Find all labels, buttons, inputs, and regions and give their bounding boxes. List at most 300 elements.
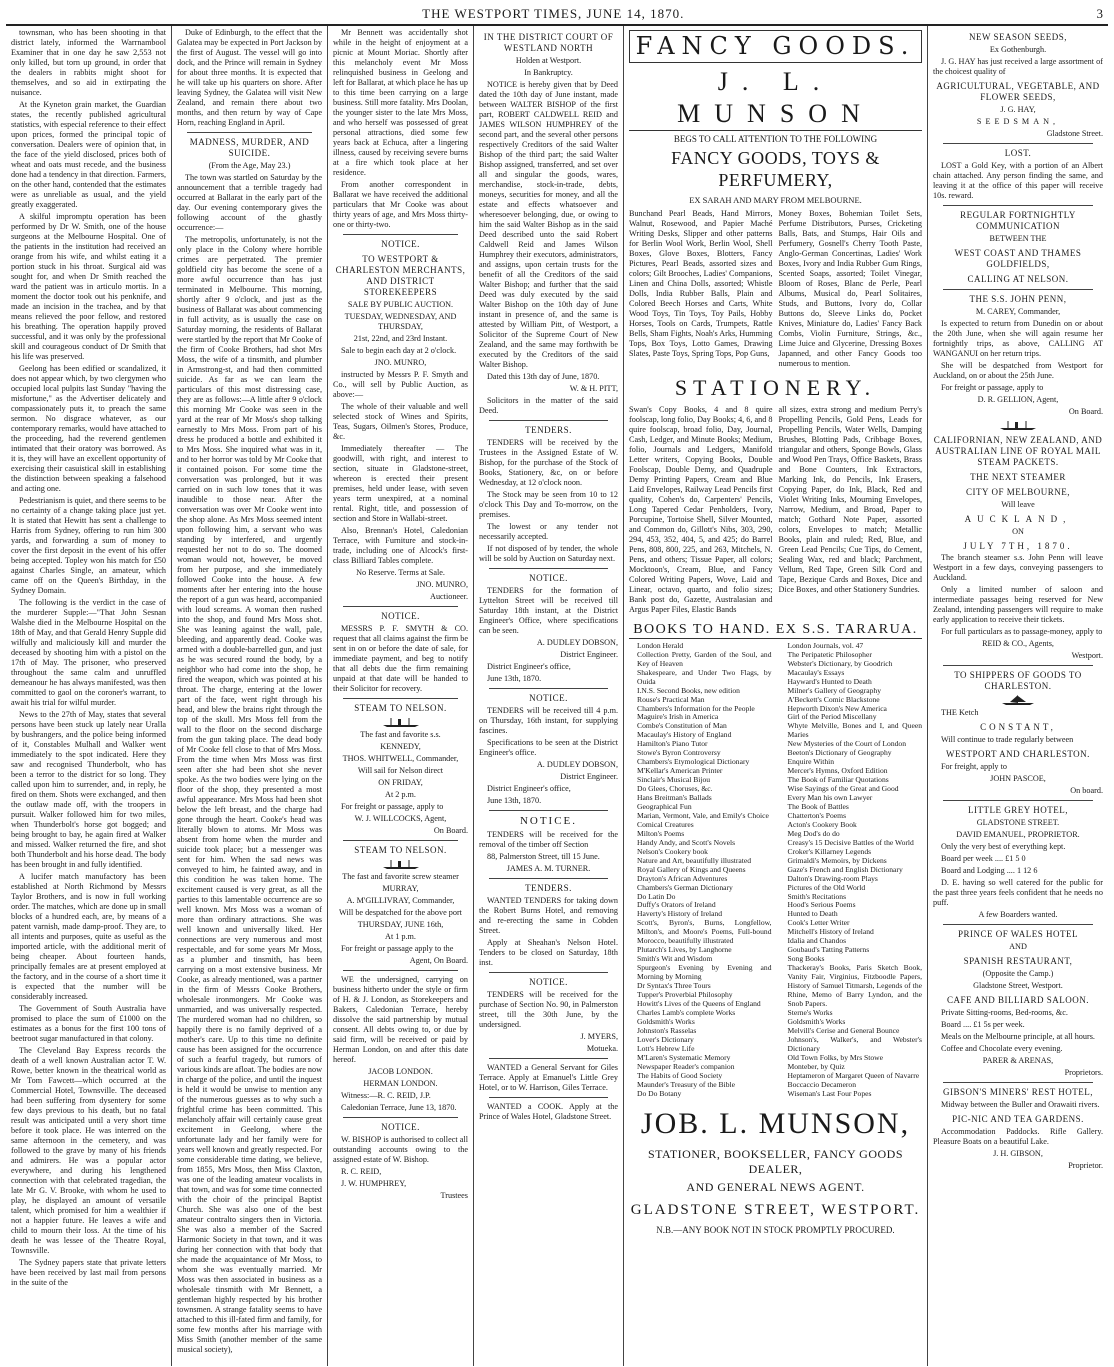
book-title: Melvill's Cerise and General Bounce: [787, 1025, 900, 1035]
book-title: Gaze's French and English Dictionary: [787, 864, 903, 874]
book-title: Goldsmith's Works: [787, 1016, 846, 1026]
ad-line: District Engineer's office,: [487, 661, 571, 671]
masthead-title: THE WESTPORT TIMES, JUNE 14, 1870.: [422, 6, 685, 21]
ad-line: She will be despatched from Westport for Auckland, on or about the 25th June.: [933, 360, 1103, 380]
book-title: Stowe's Byron Controversy: [637, 748, 721, 758]
book-title: M'Laren's Systematic Memory: [637, 1052, 731, 1062]
book-title: Every Man his own Lawyer: [787, 793, 873, 803]
ad-line: Witness:—R. C. REID, J.P.: [341, 1090, 431, 1100]
sailing-ship-icon: [998, 694, 1038, 706]
book-title: Johnston's Rasselas: [637, 1025, 697, 1035]
court-heading: IN THE DISTRICT COURT OF WESTLAND NORTH: [483, 32, 614, 53]
stationery-list: [629, 405, 922, 615]
article-paragraph: The Cleveland Bay Express records the death of a well known Australian actor T. W. Rowe, better known in the theatrical world as Mr Tom Fawcett—which occurred at the Commercial Hotel, Townsville. The deceased had been suffering from dysentery for some few days previous to his death, but no fatal result was anticipated until a very short time before it took place. He was interred on the same afternoon in the cemetery, and was followed to the grave by many of his friends and admirers. He was a popular actor everywhere, and during his lengthened connection with that celebrated tragedian, the late Mr G. V. Brooke, with whom he used to play, he displayed an amount of versatile talent, which promised for him a wealthier if not a happier future. He leaves a wife and child to mourn their loss. At the time of his death he was lessee of the Theatre Royal, Townsville.: [11, 1046, 166, 1255]
divider: [343, 234, 458, 235]
book-title: Haverty's History of Ireland: [637, 909, 723, 919]
ship-name: CONSTANT,: [980, 722, 1056, 733]
ad-line: Will be despatched for the above port: [339, 907, 462, 917]
ad-role: On board.: [1070, 786, 1103, 796]
tender-body: 88, Palmerston Street, till 15 June.: [487, 852, 600, 862]
ad-line: The fast and favorite s.s.: [360, 729, 441, 739]
begs-line: BEGS TO CALL ATTENTION TO THE FOLLOWING: [673, 133, 878, 144]
book-title: Webster's Dictionary, by Goodrich: [787, 658, 893, 668]
books-list-left: [629, 642, 772, 1099]
wanted-ad: WANTED a General Servant for Giles Terrace. Apply at Emanuel's Little Grey Hotel, or to W. Harrison, Giles Terrace.: [479, 1063, 618, 1093]
divider: [943, 143, 1093, 144]
book-title: Do Do Botany: [637, 1088, 682, 1098]
book-title: Chambers's Etymological Dictionary: [637, 757, 750, 767]
book-title: Chambers's Information for the People: [637, 703, 755, 713]
ad-heading: CALIFORNIAN, NEW ZEALAND, AND AUSTRALIAN LINE OF ROYAL MAIL STEAM PACKETS.: [933, 434, 1103, 467]
book-title: Sinclair's Musical Bijou: [637, 775, 711, 785]
divider: [489, 810, 608, 811]
article-source: (From the Age, May 23.): [208, 160, 291, 170]
column-5-munson-ad: [624, 26, 928, 1366]
ad-sign: J. W. HUMPHREY,: [341, 1178, 407, 1188]
book-title: Geographical Fun: [637, 802, 692, 811]
article-paragraph: The metropolis, unfortunately, is not the only place in the Colony where horrible crimes are perpetrated. The premier goldfield city has become the scene of a more awful occurrence than has just terminated in Melbourne. This morning, shortly after 9 o'clock, and just as the business of Ballarat was about commencing in full activity, as is usually the case on Saturday morning, the residents of Ballarat were startled by the report that Mr Cooke of the firm of Cooke Brothers, had shot Mrs Moss, the wife of a tinsmith, and plumber in Armstrong-st, and had then committed suicide. As far as we can learn the particulars of this most distressing case, they are as follows:—A little after 9 o'clock this morning Mr Cooke was seen in the yard at the rear of Mr Moss's shop talking earnestly to Mrs Moss. From part of his dress he produced a bottle and exhibited it to Mrs Moss. She inquired what was in it, and to her horror was told by Mr Cooke that it contained poison. For some time the conversation was prolonged, but it was carried on in such low tones that it was inaudible to those near. After the conversation was over Mr Cooke went into the shop alone. As Mrs Moss seemed intent upon following him, a servant who was standing by interfered, and urgently requested her not to do so. The doomed woman would not, however, be moved from her purpose, and she immediately followed Cooke into the house. A few moments after her entering into the house the report of a gun was heard, accompanied with loud screams. A woman then rushed into the shop, and found Mrs Moss shot. She was leaning against the wall, pale, bleeding, and apparently dead. Cooke was armed with a double-barrelled gun, and just as he was secured round the body, by a neighbor who had come into the shop, he fired the weapon, which was pointed at his throat. The charge, entering at the lower part of the face, went right through his head, and blew the brains right through the top of the skull. Mrs Moss fell from the wall to the floor on the second discharge from the gun taking place. The dead body of Mr Cooke fell close to that of Mrs Moss. From the time when Mrs Moss was first seen after she had been shot she never spoke. As the two bodies were lying on the floor of the shop, they presented a most awful appearance. Mrs Moss had been shot below the left breast, and the charge had gone through the heart. Cooke's head was literally blown to atoms. Mr Moss was absent from home when the murder and suicide took place; but a messenger was sent for him. When the sad news was conveyed to him, he fainted away, and in this condition he was taken home. The excitement caused is very great, as all the parties to this lamentable occurrence are so well known. Mrs Moss was a woman of more than ordinary attractions. She was well known and universally liked. Her connections are very numerous and most respectable, and for some years Mr Moss, as a plumber and tinsmith, has been carrying on a most extensive business. Mr Cooke, as already mentioned, was a partner in the firm of Messrs Cooke Brothers, wholesale ironmongers. Mr Cooke was unmarried, and was universally respected. The murdered woman had no children, so happily there is no family deprived of a mother's care. Up to this time no definite cause has been assigned for the occurrence of such a fearful tragedy, but rumors of various kinds are afloat. The bodies are now in charge of the police, and until the inquest is held it would be unwise to mention any of the numerous guesses as to why such a frightful crime has been committed. This melancholy affair will certainly cause great excitement in Geelong, where the unfortunate lady and her family were for years well known and greatly respected. For some considerable time dating, we believe, from 1855, Mrs Moss, then Miss Claxton, was one of the leading amateur vocalists in that town, and was for some time connected with the choir of the principal Baptist Church. She was also one of the best amateur contralto singers then in Victoria. She was also a member of the Sacred Harmonic Society in that town, and it was during her connection with that body that she made the acquaintance of Mr Moss, to whom she was eventually married. Mr Moss was then associated in business as a wholesale tinsmith with Mr Bennett, a gentleman highly respected by his brother townsmen. A strange fatality seems to have attached to this ill-fated firm and family, for some few months after his marriage with Miss Smith (another member of the same musical society),: [177, 234, 322, 1354]
ad-line: Coffee and Chocolate every evening.: [941, 1044, 1063, 1054]
fancy-goods-list: [629, 209, 922, 369]
ad-heading: REGULAR FORTNIGHTLY COMMUNICATION: [960, 209, 1076, 231]
ad-sign: JOHN PASCOE,: [990, 774, 1046, 784]
ship-name: CITY OF MELBOURNE,: [966, 486, 1070, 497]
book-title: Handy Andy, and Scott's Novels: [637, 837, 736, 847]
article-paragraph: The Sydney papers state that private letters have been received by last mail from persons in the suite of the: [11, 1258, 166, 1287]
notice-heading: NOTICE.: [529, 692, 568, 703]
fancy-goods-left: Bunchand Pearl Beads, Hand Mirrors, Walnut, Rosewood, and Papier Maché Writing Desks, Slipper and other patterns for Berlin Wool Work, Berlin Wool, Shell Boxes, Glove Boxes, Blotters, Fancy Pictures, Pearl Beads, assorted sizes and colors; Gilt Brooches, Ladies' Companions, Linen and China Dolls, assorted; Whistle Dolls, India Rubber Balls, Plain and Colored Beech Horses and Carts, White Wood Toys, Tin Toys, Toy Pails, Hobby Horses, Tools on Cards, Trumpets, Rattle Bells, Sham Fights, Noah's Arks, Humming Tops, Box Toys, Lotto Games, Drawing Slates, Paste Toys, Spring Tops, Pop Guns,: [629, 208, 773, 358]
tender-body: Apply at Sheahan's Nelson Hotel. Tenders to be closed on Saturday, 18th inst.: [479, 938, 618, 968]
job-munson-title: JOB. L. MUNSON,: [640, 1107, 911, 1141]
divider: [943, 924, 1093, 925]
book-title: Mercer's Hymns, Oxford Edition: [787, 766, 888, 776]
article-headline: MADNESS, MURDER, AND SUICIDE.: [189, 137, 310, 158]
book-title: The Book of Battles: [787, 802, 849, 811]
ex-ship-line: EX SARAH AND MARY FROM MELBOURNE.: [689, 194, 862, 205]
ad-line: AND: [1009, 942, 1027, 952]
article-paragraph: The following is the verdict in the case of the murderer Supple:—"That John Sesnan Walshe died in the Melbourne Hospital on the 18th of May, and that Gerald Henry Supple did wilfully and maliciously kill and murder the deceased by shooting him with a pistol on the 17th of May. The prisoner, who preserved throughout the same calm and unruffled demeanour he has always manifested, was then committed to gaol on the coroner's warrant, to await his trial for wilful murder.: [11, 598, 166, 707]
book-title: Song Books: [787, 954, 825, 964]
ad-line: Caledonian Terrace, June 13, 1870.: [341, 1102, 457, 1112]
tender-body: WANTED TENDERS for taking down the Robert Burns Hotel, and removing and re-erecting the same in Cobden Street.: [479, 896, 618, 936]
ad-heading: SPANISH RESTAURANT,: [963, 956, 1073, 967]
ad-line: MESSRS P. F. SMYTH & CO. request that all claims against the firm be sent in on or before the date of sale, for immediate payment, and beg to notify that all debts due the firm remaining unpaid at that date will be handed to their Solicitor for recovery.: [333, 623, 468, 693]
ad-line: THOS. WHITWELL, Commander,: [342, 753, 459, 763]
tender-body: Specifications to be seen at the District Engineer's office.: [479, 737, 618, 757]
book-title: Johnson's, Walker's, and Webster's Dictionary: [787, 1034, 922, 1053]
ad-line: Sale to begin each day at 2 o'clock.: [341, 345, 457, 355]
ad-line: No Reserve. Terms at Sale.: [356, 567, 445, 577]
stationery-title: STATIONERY.: [674, 374, 877, 400]
ad-line: In Bankruptcy.: [524, 67, 573, 77]
stationery-right: all sizes, extra strong and medium Perry's Propelling Pencils, Gold Pens, Leads for Propelling Pencils, Water Wells, Damping Brushes, Blotting Pads, Cribbage Boxes, triangular and others, Sponge Bowls, Glass and Wood Pen Trays, Office Baskets, Brass and Bone Counters, Ink Extractors, Marking Ink, do Pencils, Ink Erasers, Copying Paper, do Ink, Black, Red and Violet Writing Inks, Mourning Envelopes, Narrow, Medium, and Broad, Paper to match; Gothard Note Paper, assorted colors, Envelopes to match; Metallic Books, plain and ruled; Red, Blue, and Green Lead Pencils; Cue Tips, do Cement, Sealing Wax, red and black; Parchment, Vellum, Red Tape, Green Silk Cord and Tape, Bezique Cards and Boxes, Dice and Dice Boxes, and other Stationery Sundries.: [778, 404, 922, 594]
ad-line: The branch steamer s.s. John Penn will leave Westport in a few days, conveying passengers to Auckland.: [933, 553, 1103, 583]
book-title: Lover's Dictionary: [637, 1034, 694, 1044]
ad-role: SEEDSMAN,: [976, 116, 1060, 126]
book-title: Enquire Within: [787, 757, 835, 767]
ad-role: Westport.: [1071, 651, 1103, 661]
book-title: Charles Lamb's complete Works: [637, 1007, 736, 1017]
ad-line: Only a limited number of saloon and intermediate passages being reserved for New Zealand, intending passengers will require to make early application to receive their tickets.: [933, 585, 1103, 625]
ad-line: SALE BY PUBLIC AUCTION.: [347, 299, 454, 309]
book-title: Hans Breitman's Ballads: [637, 793, 712, 803]
ad-line: June 13th, 1870.: [487, 795, 542, 805]
ad-line: For freight, apply to: [941, 762, 1007, 772]
ad-heading: TO WESTPORT & CHARLESTON MERCHANTS, AND DISTRICT STOREKEEPERS: [335, 253, 466, 297]
divider: [489, 420, 608, 421]
ad-line: For full particulars as to passage-money, apply to: [941, 627, 1103, 637]
notice-heading: NOTICE.: [529, 572, 568, 583]
masthead: [6, 6, 1108, 26]
tender-body: TENDERS will be received for the removal of the timber off Section: [479, 830, 618, 850]
ad-sign: R. C. REID,: [341, 1166, 382, 1176]
book-title: Hood's Serious Poems: [787, 900, 856, 910]
divider: [343, 1117, 458, 1118]
book-title: Old Town Folks, by Mrs Stowe: [787, 1052, 884, 1062]
book-title: The Book of Familiar Quotations: [787, 775, 889, 785]
ad-heading: THE NEXT STEAMER: [970, 471, 1066, 482]
divider: [343, 840, 458, 841]
books-list-right: [780, 642, 923, 1099]
ad-line: For freight or passage apply to the: [341, 943, 454, 953]
book-title: London Journals, vol. 47: [787, 640, 864, 650]
notice-body: NOTICE is hereby given that by Deed dated the 10th day of June instant, made between WALTER BISHOP of the first part, ROBERT CALDWELL REID and JAMES WILSON HUMPHREY of the second part, and the several other persons respectively Creditors of the said Walter Bishop of the third part; the said Walter Bishop assigned, transferred, and set over all and singular the goods, wares, merchandise, stock-in-trade, debts, moneys, securities for money, and all the estate and effects whatsoever and wheresoever belonging, due, or owing to him the said Walter Bishop as in the said Deed described unto the said Robert Caldwell Reid and James Wilson Humphrey their executors, administrators, and assigns, upon certain trusts for the benefit of all the Creditors of the said Walter Bishop; and further that the said Deed was duly executed by the said Walter Bishop on the 10th day of June instant in presence of, and the same is attested by William Pitt, of Westport, a Solicitor of the Supreme Court of New Zealand, and the same may forthwith be executed by the Creditors of the said Walter Bishop.: [479, 79, 618, 369]
ad-line: A few Boarders wanted.: [978, 910, 1058, 920]
destination: AUCKLAND,: [964, 513, 1072, 524]
ad-sign: A. DUDLEY DOBSON,: [536, 759, 618, 769]
ad-line: TUESDAY, WEDNESDAY, AND THURSDAY,: [344, 311, 457, 331]
tender-body: TENDERS will be received by the Trustees in the Assigned Estate of W. Bishop, for the purchase of the Stock of Books, Stationery, &c, on or before Wednesday, at 12 o'clock noon.: [479, 437, 618, 487]
article-paragraph: The town was startled on Saturday by the announcement that a terrible tragedy had occurred at Ballarat in the early part of the day. Our evening contemporary gives the following account of the ghastly occurrence:—: [177, 172, 322, 232]
ad-heading: AGRICULTURAL, VEGETABLE, AND FLOWER SEEDS,: [936, 80, 1100, 102]
tender-body: TENDERS will be received for the purchase of Section No. 90, in Palmerston street, till the 30th June, by the undersigned.: [479, 990, 618, 1030]
divider: [489, 1097, 608, 1098]
book-title: Creasy's 15 Decisive Battles of the World: [787, 837, 914, 847]
ad-sign: REID & CO., Agents,: [982, 639, 1054, 649]
book-title: Drayton's African Adventures: [637, 873, 728, 883]
divider: [943, 205, 1093, 206]
book-title: Croker's Killarney Legends: [787, 846, 872, 856]
ad-line: Gladstone Street, Westport.: [973, 981, 1063, 991]
article-paragraph: townsman, who has been shooting in that district lately, informed the Warrnambool Examiner that in one day he saw 2,553 not only killed, but torn up ground, in order that the dealers in rabbits might shoot for themselves, and so aid in extirpating the nuisance.: [11, 28, 166, 97]
ad-role: Auctioneer.: [430, 591, 468, 601]
job-street: GLADSTONE STREET, WESTPORT.: [630, 1201, 921, 1218]
ship-name: MURRAY,: [382, 883, 419, 893]
book-title: Grimaldi's Memoirs, by Dickens: [787, 855, 887, 865]
article-paragraph: News to the 27th of May, states that several persons have been stuck up lately near Uralla by bushrangers, and the police being informed of it, Constables Mulhall and Walker went immediately to the spot indicated. Here they saw and recognised Thunderbolt, who has been a terror to the district for so long. They called upon him to surrender, and, in reply, he fired on them. Shots were exchanged, and then the outlaw made off, with the troopers in pursuit. Walker followed him for two miles, when Thunderbolt's horse got bogged; and being brought to bay, he again fired at Walker and missed. Walker returned the fire, and shot both Thunderbolt and his horse dead. The body has been brought in and fully identified.: [11, 710, 166, 869]
column-6: [928, 26, 1108, 1366]
job-line: AND GENERAL NEWS AGENT.: [686, 1180, 865, 1195]
book-title: Milton's Poems: [637, 828, 685, 838]
article-paragraph: Mr Bennett was accidentally shot while in the height of enjoyment at a picnic at Mount Moriac. Shortly after this melancholy event Mr Moss relinquished business in Geelong and left for Ballarat, at which place he has up to this time been carrying on a large business. Still more fatality. Mrs Doolan, the younger sister to the late Mrs Moss, and who herself was possessed of great personal attractions, died some few years back at Echuca, after a lingering illness, caused by receiving severe burns at a fire which took place at her residence.: [333, 28, 468, 177]
ad-heading: LITTLE GREY HOTEL,: [968, 805, 1068, 816]
fancy-goods-heading: FANCY GOODS, TOYS & PERFUMERY,: [671, 147, 880, 190]
book-title: Macaulay's History of England: [637, 730, 732, 740]
book-title: Heptameron of Margaret Queen of Navarre: [787, 1070, 920, 1080]
ad-line: 21st, 22nd, and 23rd Instant.: [353, 333, 448, 343]
book-title: I.N.S. Second Books, new edition: [637, 685, 740, 695]
fancy-goods-title: FANCY GOODS.: [629, 30, 922, 63]
book-title: Royal Gallery of Kings and Queens: [637, 864, 746, 874]
ad-role: Trustees: [440, 1190, 468, 1200]
ad-heading: CALLING AT NELSON.: [967, 273, 1069, 284]
book-title: Boccaccio Decameron: [787, 1079, 857, 1089]
book-title: Maguire's Irish in America: [637, 712, 719, 722]
ad-line: Immediately thereafter — The goodwill, with right, and interest to section, situate in Gladstone-street, whereon is erected their present premises, held under lease, with seven years term unexpired, at a nominal rental. Right, title, and possession of section and Store in Wallabi-street.: [333, 443, 468, 523]
ad-line: Private Sitting-rooms, Bed-rooms, &c.: [941, 1008, 1068, 1018]
job-nb: N.B.—ANY BOOK NOT IN STOCK PROMPTLY PROCURED.: [656, 1225, 895, 1236]
column-2: [172, 26, 328, 1366]
ad-line: LOST a Gold Key, with a portion of an Albert chain attached. Any person finding the same, and leaving it at the office of this paper will receive 10s. reward.: [933, 160, 1103, 200]
book-title: A'Beckett's Comic Blackstone: [787, 694, 880, 704]
divider: [943, 1082, 1093, 1083]
notice-heading: NOTICE.: [529, 977, 568, 988]
ad-line: THURSDAY, JUNE 16th,: [357, 919, 444, 929]
ad-line: THE Ketch: [941, 708, 979, 718]
ad-heading: THE S.S. JOHN PENN,: [969, 293, 1067, 304]
ad-line: At 2 p.m.: [385, 789, 416, 799]
ad-line: instructed by Messrs P. F. Smyth and Co., will sell by Public Auction, as above:—: [333, 369, 468, 399]
ad-line: The fast and favorite screw steamer: [342, 871, 459, 881]
divider: [943, 800, 1093, 801]
tender-body: TENDERS for the formation of Lyttelton Street will be received till Saturday 18th instant, at the District Engineer's Office, where specifications can be seen.: [479, 585, 618, 635]
book-title: Meg Dod's do do: [787, 828, 840, 838]
article-paragraph: Geelong has been edified or scandalized, it does not appear which, by two clergymen who occupied local pulpits last Sunday "having the misfortune," as the Advertiser delicately and compassionately puts it, to preach the same sermon. No disgrace whatever, as our contemporary remarks, would have attached to the proceeding, had the reverend gentlemen intimated that their oratory was borrowed. As it is, they will have an excellent opportunity of exercising their casuistical skill in establishing the distinction between speaking a falsehood and acting one.: [11, 364, 166, 493]
book-title: Do Glees, Choruses, &c.: [637, 784, 713, 794]
ad-sign: DAVID EMANUEL, PROPRIETOR.: [956, 830, 1080, 840]
article-paragraph: From another correspondent in Ballarat we have received the additional particulars that Mr Cooke was about thirty years of age, and Mrs Moss thirty-one or thirty-two.: [333, 180, 468, 229]
book-title: Pictures of the Old World: [787, 882, 866, 892]
ad-line: ON FRIDAY,: [378, 777, 423, 787]
book-title: Tupper's Proverbial Philosophy: [637, 990, 733, 1000]
book-title: Comical Creatures: [637, 819, 694, 829]
ad-line: Only the very best of everything kept.: [941, 842, 1066, 852]
divider: [489, 1058, 608, 1059]
book-title: Cook's Letter Writer: [787, 918, 850, 928]
steamship-icon: [381, 858, 421, 870]
notice-heading: NOTICE.: [381, 239, 420, 249]
book-title: Combe's Constitution of Man: [637, 721, 727, 731]
ad-line: June 13th, 1870.: [487, 673, 542, 683]
sailing-date: JULY 7TH, 1870.: [963, 540, 1073, 551]
book-title: Newspaper Reader's companion: [637, 1061, 735, 1071]
column-1: [6, 26, 172, 1366]
ad-heading: STEAM TO NELSON.: [354, 702, 447, 713]
book-title: Whyte Melville, Bones and I, and Queen Maries: [787, 721, 922, 740]
ad-heading: WESTPORT AND CHARLESTON.: [946, 749, 1090, 760]
ad-sign: D. R. GELLION, Agent,: [977, 394, 1059, 404]
ad-heading: WEST COAST AND THAMES GOLDFIELDS,: [954, 247, 1082, 269]
ad-line: A. M'GILLIVRAY, Commander,: [346, 895, 455, 905]
tender-body: The lowest or any tender not necessarily accepted.: [479, 521, 618, 541]
tender-body: If not disposed of by tender, the whole will be sold by Auction on Saturday next.: [479, 543, 618, 563]
article-paragraph: A skilful impromptu operation has been performed by Dr W. Smith, one of the house surgeons at the Melbourne Hospital. One of the patients in the institution had received an orange from his wife, and whilst eating it a portion stuck in his throat. Surgical aid was sought for, and when Dr Smith reached the ward the patient was in articulo mortis. In a moment the doctor took out his penknife, and made an incision in the trachea, and by that means relieved the poor fellow, and restored his breathing. The operation happily proved successful, and it was only by the professional skill and courageous conduct of Dr Smith that his life was preserved.: [11, 212, 166, 361]
divider: [489, 878, 608, 879]
ad-heading: PIC-NIC AND TEA GARDENS.: [952, 1114, 1084, 1125]
ad-heading: GIBSON'S MINERS' REST HOTEL,: [942, 1087, 1094, 1098]
book-title: Goldsmith's Works: [637, 1016, 695, 1026]
ad-line: Holden at Westport.: [515, 55, 582, 65]
tenders-heading: TENDERS.: [525, 883, 572, 894]
ad-line: For freight or passage, apply to: [941, 382, 1044, 392]
ad-name: JNO. MUNRO,: [374, 357, 427, 367]
book-title: Chambers's German Dictionary: [637, 882, 733, 892]
ad-line: Will leave: [1001, 499, 1035, 509]
book-title: The Peripatetic Philosopher: [787, 649, 872, 659]
ad-heading: NEW SEASON SEEDS,: [968, 32, 1068, 42]
ad-line: ON: [1012, 526, 1024, 536]
notice-heading: NOTICE.: [381, 1121, 420, 1132]
divider: [489, 568, 608, 569]
books-list: [629, 642, 922, 1099]
article-paragraph: A lucifer match manufactory has been established at North Richmond by Messrs Taylor Brothers, and is now in full working order. The matches, which are done up in small blocks of a hundred each, are, by means of a patent varnish, made damp-proof. They are, to all intents and purposes, quite as useful as the imported article, with the additional merit of being cheaper. About fourteen hands, principally females are at present employed at the factory, and in the course of a short time it is expected that the number will be considerably increased.: [11, 872, 166, 1001]
ad-line: BETWEEN THE: [989, 233, 1047, 243]
ad-line: District Engineer's office,: [487, 783, 571, 793]
book-title: Howitt's Lives of the Queens of England: [637, 998, 761, 1008]
ad-line: At 1 p.m.: [385, 931, 416, 941]
book-title: Nature and Art, beautifully illustrated: [637, 855, 752, 865]
ad-role: District Engineer.: [560, 771, 618, 781]
ad-heading: LOST.: [1004, 147, 1032, 158]
book-title: Wise Sayings of the Great and Good: [787, 784, 899, 794]
books-title: BOOKS TO HAND. EX S.S. TARARUA.: [629, 621, 922, 639]
book-title: Smith's Recitations: [787, 891, 847, 901]
divider: [343, 970, 458, 971]
book-title: Sterne's Works: [787, 1007, 833, 1017]
ad-line: W. BISHOP is authorised to collect all outstanding accounts owing to the assigned estate of W. Bishop.: [333, 1134, 468, 1164]
book-title: Scott's, Byron's, Burns, Longfellow, Milton's, and Moore's Poems, Full-bound Morocco, beautifully illustrated: [637, 918, 772, 946]
book-title: Spurgeon's Evening by Evening and Morning by Morning: [637, 963, 772, 982]
tenders-heading: TENDERS.: [525, 424, 572, 435]
ad-role: On Board.: [433, 825, 468, 835]
ad-line: GLADSTONE STREET.: [976, 818, 1060, 828]
ad-line: Dated this 13th day of June, 1870.: [487, 371, 600, 381]
book-title: Macaulay's Essays: [787, 667, 845, 677]
book-title: Thackeray's Books, Paris Sketch Book, Vanity Fair, Virginius, Fitzboodle Papers, History of Samuel Titmarsh, Legends of the Rhine, Memo of Barry Lyndon, and the Snob Papers.: [787, 963, 922, 1008]
ad-line: Board and Lodging .... 1 12 6: [941, 866, 1038, 876]
ad-sign: J. G. HAY,: [1000, 104, 1036, 114]
book-title: Duffy's Orators of Ireland: [637, 900, 716, 910]
book-title: Hunted to Death: [787, 909, 838, 919]
ad-line: J. G. HAY has just received a large assortment of the choicest quality of: [933, 56, 1103, 76]
book-title: Collection Pretty, Garden of the Soul, and Key of Heaven: [637, 649, 772, 668]
ad-line: Gladstone Street.: [1046, 128, 1103, 138]
ad-line: Meals on the Melbourne principle, at all hours.: [941, 1032, 1095, 1042]
book-title: Milner's Gallery of Geography: [787, 685, 882, 695]
steamship-icon: [381, 716, 421, 728]
ad-line: Will sail for Nelson direct: [357, 765, 444, 775]
book-title: Shakespeare, and Under Two Flags, by Ouida: [637, 667, 772, 686]
page-number: 3: [1096, 6, 1104, 21]
ad-sign: JNO. MUNRO,: [416, 579, 468, 589]
ad-line: M. CAREY, Commander,: [975, 306, 1061, 316]
article-paragraph: At the Kyneton grain market, the Guardian states, the recently published agricultural statistics, with especial reference to their effect upon prices, formed the principal topic of conversation. Dealers were of opinion that, in the face of the yield disclosed, prices both of wheat and oats must recede, and the business done had a tendency in that direction. Farmers, on the other hand, contended that the estimates were as unreliable as usual, and the yield greatly exaggerated.: [11, 100, 166, 209]
notice-heading: NOTICE.: [381, 610, 420, 621]
wanted-ad: WANTED a COOK. Apply at the Prince of Wales Hotel, Gladstone Street.: [479, 1102, 618, 1122]
ad-line: D. E. having so well catered for the public for the past three years feels confident that he needs no puff.: [933, 878, 1103, 908]
book-title: New Mysteries of the Court of London: [787, 739, 907, 749]
book-title: Wiseman's Last Four Popes: [787, 1088, 872, 1098]
ad-line: WE the undersigned, carrying on business hitherto under the style or firm of H. & J. London, as Storekeepers and Bakers, Caledonian Terrace, hereby dissolve the said partnership by mutual consent. All debts owing to, or due by said firm, will be received or paid by Herman London, on and after this date hereof.: [333, 974, 468, 1064]
book-title: Plutarch's Lives, by Langhorne: [637, 945, 732, 955]
tender-body: TENDERS will be received till 4 p.m. on Thursday, 16th instant, for supplying fascines.: [479, 705, 618, 735]
book-title: London Herald: [637, 640, 684, 650]
divider: [943, 665, 1093, 666]
ad-sign: J. H. GIBSON,: [993, 1149, 1043, 1159]
book-title: Hayward's Hunted to Death: [787, 676, 872, 686]
book-title: M'Kellar's American Printer: [637, 766, 723, 776]
divider: [489, 688, 608, 689]
stationery-left: Swan's Copy Books, 4 and 8 quire foolscap, long folio, Day Books; 4, 6, and 8 quire foolscap, broad folio, Day, Journal, Cash, Ledger, and Minute Books; Medium, folio, Journals and Ledgers, Manifold Letter writers, Copying Books, Double Foolscap, Double Demy, and Quadruple Demy Printing Papers, Cream and Blue Laid Envelopes, Railway Lead Pencils first quality, Cohen's do, Carpenters' Pencils, Long Tapered Cedar Penholders, Ivory, Porcupine, Tortoise Shell, Silver Mounted, and Common do, Gillott's Nibs, 303, 290, 294, 453, 352, 404, 5, and 425; do Barrel Pens, 808, 800, 225, and 263, Mitchels, N. Pens, and others; Tissue Paper, all colors; Mocktoon's, Cream, Blue, and Fancy Colored Writing Papers, Wove, Laid and Linear, octavo, quarto, and folio sizes; Bank post do, Gazette, Australasian and Argus Paper Files, Elastic Bands: [629, 404, 773, 614]
book-title: Dr Syntax's Three Tours: [637, 981, 711, 991]
ad-role: Agent, On Board.: [409, 955, 468, 965]
divider: [489, 972, 608, 973]
book-title: Smith's Wit and Wisdom: [637, 954, 713, 964]
tender-body: The Stock may be seen from 10 to 12 o'clock This Day and To-morrow, on the premises.: [479, 489, 618, 519]
ad-heading: CAFE AND BILLIARD SALOON.: [946, 995, 1089, 1006]
steamship-icon: [998, 419, 1038, 431]
book-title: Goubaud's Tatting Patterns: [787, 945, 870, 955]
book-title: Hamilton's Piano Tutor: [637, 739, 708, 749]
ad-sign: W. J. WILLCOCKS, Agent,: [354, 813, 447, 823]
book-title: Maunder's Treasury of the Bible: [637, 1079, 735, 1089]
columns: [6, 26, 1108, 1366]
divider: [343, 698, 458, 699]
ad-sign: A. DUDLEY DOBSON,: [536, 637, 618, 647]
book-title: Hepworth Dixon's New America: [787, 703, 887, 713]
ad-role: Motueka.: [586, 1044, 618, 1054]
notice-heading: NOTICE.: [519, 814, 578, 827]
ad-line: The whole of their valuable and well selected stock of Wines and Spirits, Teas, Sugars, Oilmen's Stores, Produce, &c.: [333, 401, 468, 441]
munson-title: J. L. MUNSON: [629, 66, 922, 130]
book-title: Idalia and Chandos: [787, 936, 847, 946]
ad-sign: JAMES A. M. TURNER.: [506, 864, 591, 874]
article-paragraph: Pedestrianism is quiet, and there seems to be no certainty of a change taking place just yet. It is stated that Hewitt has sent a challenge to Harris from Sydney, offering to run him 300 yards, and forwarding a sum of money to cover the first deposit in the event of his offer being accepted. Topley won his match for £50 against Charles Single, an amateur, which came off on the Queen's Birthday, in the Sydney Domain.: [11, 496, 166, 595]
ad-role: Proprietors.: [1064, 1068, 1103, 1078]
ad-heading: PRINCE OF WALES HOTEL: [957, 929, 1079, 940]
book-title: Rouse's Practical Man: [637, 694, 705, 704]
ad-line: Will continue to trade regularly between: [941, 735, 1074, 745]
ship-name: KENNEDY,: [380, 741, 421, 751]
ad-sign: HERMAN LONDON.: [363, 1078, 438, 1088]
book-title: Chatterton's Poems: [787, 810, 847, 820]
ad-line: Board per week .... £1 5 0: [941, 854, 1026, 864]
ad-line: For freight or passage, apply to: [341, 801, 444, 811]
ad-role: On Board.: [1068, 406, 1103, 416]
divider: [343, 606, 458, 607]
book-title: Do Latin Do: [637, 891, 676, 901]
ad-heading: STEAM TO NELSON.: [354, 844, 447, 855]
ad-line: Accommodation Paddocks. Rifle Gallery. Pleasure Boats on a beautiful Lake.: [933, 1127, 1103, 1147]
ad-role: District Engineer.: [560, 649, 618, 659]
fancy-goods-right: Money Boxes, Bohemian Toilet Sets, Perfume Distributors, Purses, Cricketing Balls, Bats, and Stumps, Hair Oils and Perfumery, Gosnell's Cherry Tooth Paste, Anglo-German Concertinas, Ladies' Work Boxes, Ivory and India Rubber Gum Rings, Scented Soaps, assorted; Toilet Vinegar, Bloom of Roses, Blanc de Perle, Pearl Albums, Musical do, Pearl Solitaires, Studs, and Buttons, Ivory do, Collar Buttons do, Sleeve Links do, Pocket Knives, Miniature do, Ladies' Fancy Back Combs, Violin Furniture, Strings, &c., Lime Juice and Glycerine, Dressing Boxes Japanned, and other Fancy Goods too numerous to mention.: [778, 208, 922, 368]
ad-role: Solicitors in the matter of the said Deed.: [479, 395, 618, 415]
divider: [187, 132, 312, 133]
book-title: Monteber, by Quiz: [787, 1061, 845, 1071]
ad-line: Ex Gothenburgh.: [989, 44, 1047, 54]
book-title: Nelson's Cookery book: [637, 846, 708, 856]
book-title: Lott's Hebrew Life: [637, 1043, 695, 1053]
article-paragraph: The Government of South Australia have promised to place the sum of £1000 on the estimates as a bonus for the first 100 tons of beetroot sugar manufactured in that colony.: [11, 1004, 166, 1043]
ad-role: Proprietor.: [1068, 1161, 1103, 1171]
ad-sign: JACOB LONDON.: [368, 1066, 433, 1076]
book-title: Acton's Cookery Book: [787, 819, 857, 829]
ad-heading: TO SHIPPERS OF GOODS TO CHARLESTON.: [954, 670, 1082, 692]
ad-line: Is expected to return from Dunedin on or about the 20th June, when she will again resume her fortnightly trips, as above, CALLING AT WANGANUI on her return trips.: [933, 318, 1103, 358]
book-title: Beeton's Dictionary of Geography: [787, 748, 892, 758]
ad-line: Also, Brennan's Hotel, Caledonian Terrace, with Furniture and stock-in-trade, including one of Alcock's first-class Billiard Tables complete.: [333, 525, 468, 565]
article-paragraph: Duke of Edinburgh, to the effect that the Galatea may be expected in Port Jackson by the first of August. The vessel will go into dock, and the Prince will remain in Sydney for about three months. It is expected that he will take up his quarters on shore. After leaving Sydney, the Galatea will visit New Zealand, and remain there about two months, and then return by way of Cape Horn, reaching England in April.: [177, 28, 322, 127]
